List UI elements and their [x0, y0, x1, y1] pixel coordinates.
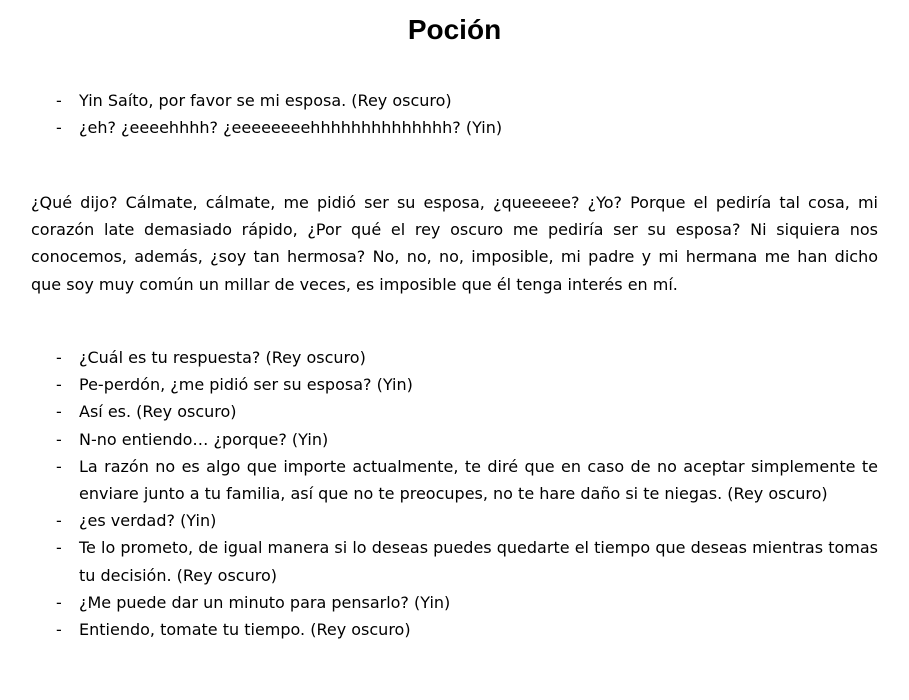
dialogue-text: Yin Saíto, por favor se mi esposa. (Rey oscuro) — [79, 91, 452, 110]
dialogue-text: ¿Me puede dar un minuto para pensarlo? (Yin) — [79, 592, 451, 612]
dialogue-line — [0, 589, 909, 616]
bullet-dash: - — [56, 511, 62, 531]
dialogue-line — [0, 426, 909, 453]
dialogue-text: Entiendo, tomate tu tiempo. (Rey oscuro) — [79, 620, 411, 640]
bullet-dash: - — [56, 118, 62, 138]
dialogue-text: Así es. (Rey oscuro) — [79, 402, 237, 422]
dialogue-line — [0, 453, 909, 507]
bullet-dash: - — [56, 592, 62, 612]
dialogue-text: La razón no es algo que importe actualmente, te diré que en caso de no aceptar simplemente te enviare junto a tu familia, así que no te preocupes, no te hare daño si te niegas. (Rey oscuro) — [79, 456, 878, 504]
bullet-dash: - — [56, 456, 62, 476]
dialogue-line — [0, 616, 909, 643]
bullet-dash: - — [56, 538, 62, 558]
dialogue-line — [0, 507, 909, 534]
dialogue-list-2 — [0, 344, 909, 643]
dialogue-text: ¿eh? ¿eeeehhhh? ¿eeeeeeeehhhhhhhhhhhhhh? (Yin) — [79, 118, 503, 138]
dialogue-line — [0, 534, 909, 588]
bullet-dash: - — [56, 348, 62, 367]
page-title: Poción — [407, 14, 502, 45]
bullet-dash: - — [56, 429, 62, 449]
dialogue-text: Te lo prometo, de igual manera si lo deseas puedes quedarte el tiempo que deseas mientras tomas tu decisión. (Rey oscuro) — [79, 538, 878, 585]
dialogue-line — [0, 114, 909, 141]
bullet-dash: - — [56, 402, 62, 422]
dialogue-text: Pe-perdón, ¿me pidió ser su esposa? (Yin) — [79, 375, 413, 395]
dialogue-line — [0, 344, 909, 371]
dialogue-line — [0, 371, 909, 398]
bullet-dash: - — [56, 375, 62, 395]
dialogue-list-1 — [0, 87, 909, 141]
dialogue-line — [0, 87, 909, 114]
dialogue-line — [0, 398, 909, 425]
dialogue-text: ¿Cuál es tu respuesta? (Rey oscuro) — [79, 348, 366, 367]
dialogue-text: ¿es verdad? (Yin) — [79, 511, 217, 531]
dialogue-text: N-no entiendo… ¿porque? (Yin) — [79, 429, 329, 449]
narration-paragraph: ¿Qué dijo? Cálmate, cálmate, me pidió ser su esposa, ¿queeeee? ¿Yo? Porque el pediría tal cosa, mi corazón late demasiado rápido, ¿Por qué el rey oscuro me pediría ser su esposa? Ni siquiera nos conocemos, además, ¿soy tan hermosa? No, no, no, imposible, mi padre y mi hermana me han dicho que soy muy común un millar de veces, es imposible que él tenga interés en mí. — [31, 193, 878, 294]
bullet-dash: - — [56, 91, 62, 110]
bullet-dash: - — [56, 620, 62, 640]
